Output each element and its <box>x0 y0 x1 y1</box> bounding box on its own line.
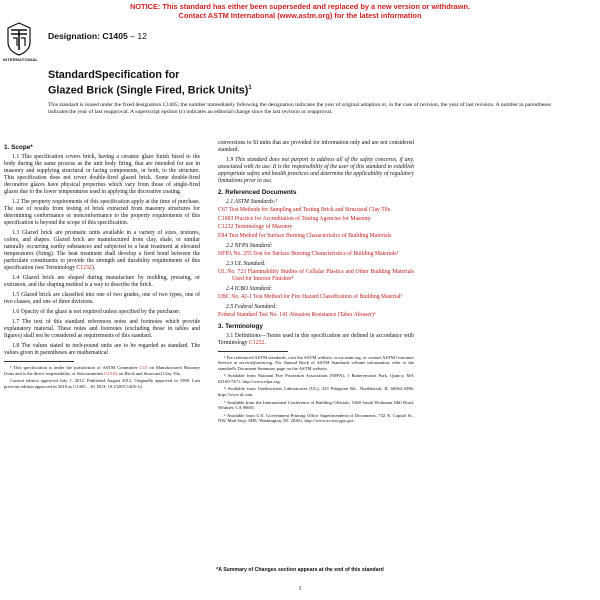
para-1-5: 1.5 Glazed brick are classified into one of two grades, one of two types, one of two classes, and one of three divisions. <box>4 292 200 305</box>
para-1-4: 1.4 Glazed brick are shaped during manufacture by molding, pressing, or extrusion, and the shaping method is a way to describe the brick. <box>4 275 200 288</box>
supersede-notice <box>0 2 600 20</box>
link-fed-141[interactable]: Federal Standard Test No. 141 <box>218 311 288 318</box>
designation-label: Designation: C1405 <box>48 31 128 41</box>
ref-ul-title[interactable]: Flammability Studies of Cellular Plastics and Other Building Materials Used for Interior Finishes⁴ <box>232 268 414 282</box>
para-1-6: 1.6 Opacity of the glaze is not required unless specified by the purchaser. <box>12 309 181 315</box>
para-1-3 <box>4 230 200 272</box>
title-line-1: StandardSpecification for <box>48 69 180 81</box>
para-1-2: 1.2 The property requirements of this specification apply at the time of purchase. The use of results from testing of brick extracted from masonry structures for determining conformance or nonconformance to the property requirements of this specification is beyond the scope of this specification. <box>4 199 200 226</box>
footnote-rule <box>4 361 74 362</box>
ref-e84-title[interactable]: Test Method for Surface Burning Characteristics of Building Materials <box>227 232 392 239</box>
issuance-note: This standard is issued under the fixed designation C1405; the number immediately following the designation indicates the year of original adoption or, in the case of revision, the year of last revision. A number in parentheses indicates the year of last reapproval. A superscript epsilon (ε) indicates an editorial change since the last revision or reapproval. <box>48 102 552 116</box>
ref-fed-title[interactable]: Abrasion Resistance (Taber Abraser)⁶ <box>287 311 376 318</box>
footnote-5: ⁵ Available from the International Conference of Building Officials, 5360 South Workman Mill Road, Whittier, CA 90601. <box>218 399 414 411</box>
document-title <box>48 69 252 98</box>
link-ubc-42-1[interactable]: UBC No. 42-1 <box>218 293 252 300</box>
fn1-text-a: ¹ This specification is under the jurisdiction of ASTM Committee <box>10 365 140 370</box>
section-1-heading: 1. Scope* <box>4 144 33 151</box>
footnote-3: ³ Available from National Fire Protection Association (NFPA), 1 Batterymarch Park, Quincy, MA 02169-7471, http://www.nfpa.org. <box>218 373 414 384</box>
summary-of-changes-note: *A Summary of Changes section appears at the end of this standard <box>216 567 384 573</box>
link-c15-02[interactable]: C15.02 <box>104 370 118 376</box>
left-column <box>4 140 200 391</box>
notice-line-2: Contact ASTM International (www.astm.org) for the latest information <box>178 11 422 20</box>
link-c1232-term[interactable]: C1232 <box>249 339 265 346</box>
reference-item <box>218 294 414 301</box>
link-c67[interactable]: C67 <box>218 207 228 213</box>
ref-nfpa-title[interactable]: Test for Surface Burning Characteristics of Building Materials³ <box>251 250 399 257</box>
footnote-6: ⁶ Available from U.S. Government Printing Office Superintendent of Documents, 732 N. Capitol St., NW, Mail Stop: SDE, Washington, DC 20401, http://www.access.gpo.gov. <box>218 412 414 424</box>
link-c1232-ref[interactable]: C1232 <box>218 224 234 230</box>
ul-heading: 2.3 UL Standard: <box>226 260 267 267</box>
nfpa-heading: 2.2 NFPA Standard: <box>226 242 273 249</box>
ref-c67-title[interactable]: Test Methods for Sampling and Testing Brick and Structural Clay Tile <box>227 207 391 213</box>
link-nfpa-255[interactable]: NFPA No. 255 <box>218 250 252 257</box>
notice-line-1: NOTICE: This standard has either been superseded and replaced by a new version or withdrawn. <box>129 2 471 11</box>
right-column <box>218 140 414 426</box>
ref-c1093-title[interactable]: Practice for Accreditation of Testing Agencies for Masonry <box>233 215 371 222</box>
astm-logo-icon <box>7 22 31 56</box>
para-3-1 <box>218 333 414 347</box>
designation <box>48 31 147 41</box>
reference-item <box>218 233 414 240</box>
title-footnote-mark: 1 <box>248 85 252 91</box>
para-3-1-end: . <box>264 339 266 346</box>
para-1-3-end: ). <box>91 265 96 271</box>
link-c1232[interactable]: C1232 <box>76 265 92 271</box>
reference-item <box>218 224 414 231</box>
footnote-rule <box>218 351 288 352</box>
para-1-7: 1.7 The text of this standard references notes and footnotes which provide explanatory material. These notes and footnotes (excluding those in tables and figures) shall not be considered as requirements of this standard. <box>4 319 200 339</box>
reference-item <box>218 216 414 223</box>
para-3-1-text: 3.1 Definitions—Terms used in this specification are defined in accordance with Terminology <box>218 332 414 346</box>
para-1-8-cont: conversions to SI units that are provided for information only and are not considered standard. <box>218 140 414 153</box>
link-e84[interactable]: E84 <box>218 232 228 239</box>
reference-item <box>218 269 414 283</box>
astm-standards-heading: 2.1 ASTM Standards:² <box>226 199 278 205</box>
link-c1093[interactable]: C1093 <box>218 215 234 222</box>
ref-c1232-title[interactable]: Terminology of Masonry <box>233 224 293 230</box>
footnote-1 <box>4 365 200 376</box>
federal-heading: 2.5 Federal Standard: <box>226 303 278 310</box>
title-line-2: Glazed Brick (Single Fired, Brick Units) <box>48 84 249 97</box>
link-c15[interactable]: C15 <box>139 365 148 370</box>
footnote-1-edition: Current edition approved July 1, 2012. Published August 2012. Originally approved in 1998. Last previous edition approved in 2010 as C1405 – 10. DOI: 10.1520/C1405-12. <box>4 378 200 389</box>
reference-item <box>218 251 414 258</box>
fn1-text-b: on Manufactured Masonry Units and is the direct responsibility of Subcommittee <box>4 365 200 376</box>
page-number: 1 <box>298 585 302 592</box>
section-3-heading: 3. Terminology <box>218 322 263 330</box>
fn1-text-c: on Brick and Structural Clay Tile. <box>117 370 182 376</box>
reference-item <box>218 207 414 214</box>
logo-wordmark: INTERNATIONAL <box>3 57 38 62</box>
para-1-8: 1.8 The values stated in inch-pound units are to be regarded as standard. The values given in parentheses are mathematical <box>4 343 200 356</box>
reference-item <box>218 312 414 319</box>
link-ul-723[interactable]: UL No. 723 <box>218 268 247 275</box>
designation-year: – 12 <box>130 31 147 41</box>
section-2-heading: 2. Referenced Documents <box>218 189 297 196</box>
ref-ubc-title[interactable]: Test Method for Fire Hazard Classification of Building Material⁵ <box>251 293 403 300</box>
footnote-2: ² For referenced ASTM standards, visit the ASTM website, www.astm.org, or contact ASTM Customer Service at service@astm.org. For Annual Book of ASTM Standards volume information, refer to the standard's Document Summary page on the ASTM website. <box>218 354 414 371</box>
para-1-1: 1.1 This specification covers brick, having a ceramic glaze finish fused to the body during the same process as the unit body firing, that are intended for use in masonry and supplying structural or facing components, or both, to the structure. This specification does not cover double-fired glazed brick. Some double-fired decorative glazes have physical properties which vary from those of single-fired glazes due to the lower temperatures used in applying the decorative coating. <box>4 154 200 195</box>
footnote-4: ⁴ Available from Underwriters Laboratories (UL), 333 Pfingsten Rd., Northbrook, IL 60062-2096, http://www.ul.com. <box>218 386 414 398</box>
para-1-9: 1.9 This standard does not purport to address all of the safety concerns, if any, associated with its use. It is the responsibility of the user of this standard to establish appropriate safety and health practices and determine the applicability of regulatory limitations prior to use. <box>218 157 414 184</box>
icbo-heading: 2.4 ICBO Standard: <box>226 285 273 292</box>
para-1-3-text: 1.3 Glazed brick are prismatic units available in a variety of sizes, textures, colors, and shapes. Glazed brick are manufactured from clay, shale, or similar naturally occurring earthy substances and subjected to a heat treatment at elevated temperatures (firing). The heat treatment shall develop a fired bond between the particulate constituents to provide the strength and durability requirements of this specification (see Terminology <box>4 230 200 271</box>
